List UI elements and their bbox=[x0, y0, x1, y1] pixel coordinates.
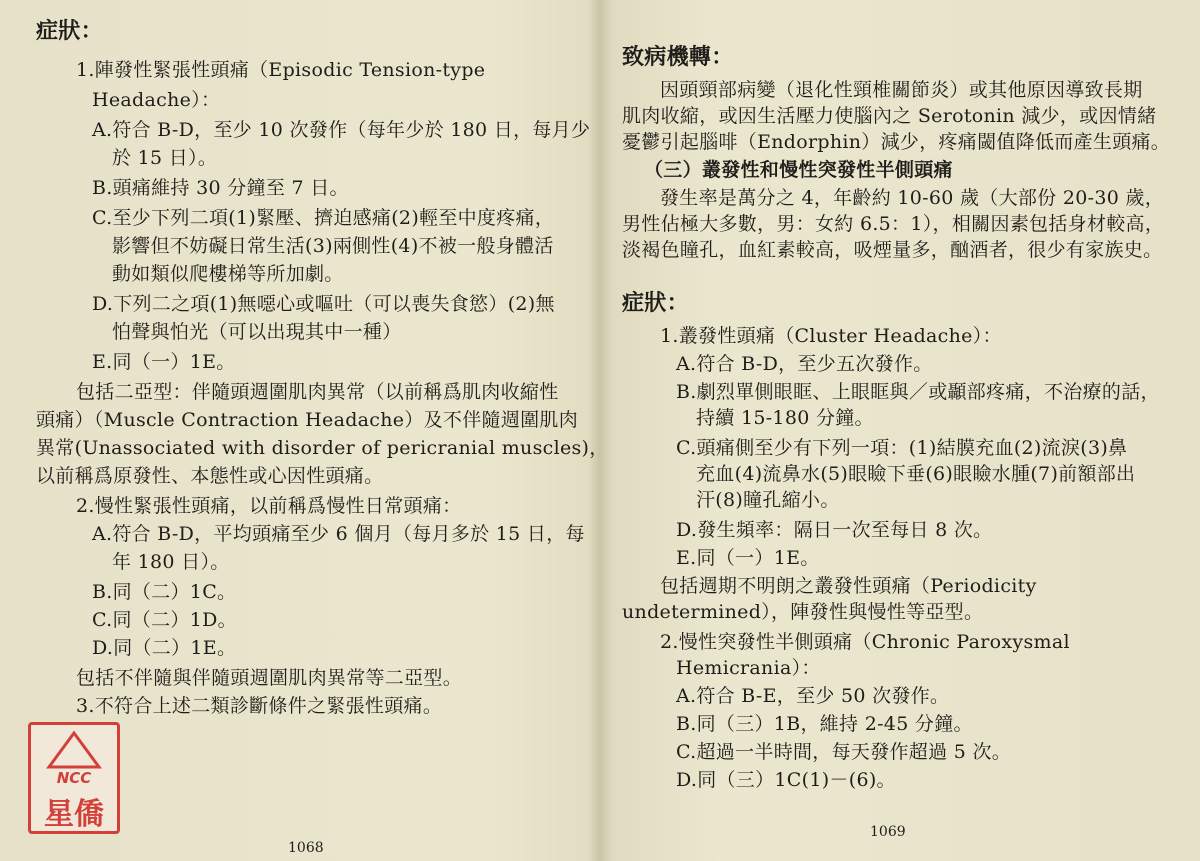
text-line: 怕聲與怕光（可以出現其中一種） bbox=[112, 321, 402, 343]
page-number: 1069 bbox=[870, 824, 906, 840]
text-line: 憂鬱引起腦啡（Endorphin）減少，疼痛閾值降低而產生頭痛。 bbox=[622, 131, 1171, 153]
text-line: Headache）： bbox=[92, 89, 221, 111]
text-line: 男性佔極大多數，男：女約 6.5：1），相關因素包括身材較高， bbox=[622, 213, 1165, 235]
text-line: B.同（三）1B，維持 2-45 分鐘。 bbox=[676, 713, 973, 735]
section-heading-symptoms: 症狀： bbox=[622, 291, 689, 316]
text-line: 以前稱爲原發性、本態性或心因性頭痛。 bbox=[36, 465, 384, 487]
seal-ncc-text: NCC bbox=[56, 769, 92, 787]
text-line: 年 180 日）。 bbox=[112, 551, 230, 573]
text-line: 持續 15-180 分鐘。 bbox=[696, 407, 874, 429]
text-line: 3.不符合上述二類診斷條件之緊張性頭痛。 bbox=[76, 695, 443, 717]
text-line: 動如類似爬樓梯等所加劇。 bbox=[112, 263, 344, 285]
text-line: 包括週期不明朗之叢發性頭痛（Periodicity bbox=[660, 575, 1037, 597]
text-line: B.頭痛維持 30 分鐘至 7 日。 bbox=[92, 177, 349, 199]
text-line: undetermined），陣發性與慢性等亞型。 bbox=[622, 601, 984, 623]
text-line: 因頭頸部病變（退化性頸椎關節炎）或其他原因導致長期 bbox=[660, 79, 1143, 101]
text-line: A.符合 B-D，平均頭痛至少 6 個月（每月多於 15 日，每 bbox=[92, 523, 585, 545]
text-line: 充血(4)流鼻水(5)眼瞼下垂(6)眼瞼水腫(7)前額部出 bbox=[696, 463, 1136, 485]
text-line: 淡褐色瞳孔，血紅素較高，吸煙量多，酗酒者，很少有家族史。 bbox=[622, 239, 1163, 261]
text-line: E.同（一）1E。 bbox=[92, 351, 236, 373]
text-line: 汗(8)瞳孔縮小。 bbox=[696, 489, 840, 511]
text-line: D.下列二之項(1)無噁心或嘔吐（可以喪失食慾）(2)無 bbox=[92, 293, 555, 315]
text-line: 影響但不妨礙日常生活(3)兩側性(4)不被一般身體活 bbox=[112, 235, 554, 257]
text-line: 發生率是萬分之 4，年齡約 10-60 歲（大部份 20-30 歲， bbox=[660, 187, 1165, 209]
seal-name-text: 星僑 bbox=[44, 797, 104, 832]
text-line: 2.慢性緊張性頭痛，以前稱爲慢性日常頭痛： bbox=[76, 495, 462, 517]
text-line: E.同（一）1E。 bbox=[676, 547, 820, 569]
text-line: Hemicrania）： bbox=[676, 657, 821, 679]
text-line: C.同（二）1D。 bbox=[92, 609, 237, 631]
text-line: C.超過一半時間，每天發作超過 5 次。 bbox=[676, 741, 1012, 763]
text-line: D.同（二）1E。 bbox=[92, 637, 237, 659]
text-line: 於 15 日）。 bbox=[112, 147, 218, 169]
text-line: B.同（二）1C。 bbox=[92, 581, 237, 603]
text-line: 1.陣發性緊張性頭痛（Episodic Tension-type bbox=[76, 59, 486, 81]
right-page bbox=[600, 0, 1200, 861]
text-line: 包括不伴隨與伴隨頭週圍肌肉異常等二亞型。 bbox=[76, 667, 463, 689]
text-line: B.劇烈單側眼眶、上眼眶與／或顳部疼痛，不治療的話， bbox=[676, 381, 1160, 403]
text-line: C.頭痛側至少有下列一項：(1)結膜充血(2)流淚(3)鼻 bbox=[676, 437, 1128, 459]
text-line: 異常(Unassociated with disorder of pericranial muscles)， bbox=[36, 437, 609, 459]
section-heading-pathogenesis: 致病機轉： bbox=[622, 45, 734, 70]
text-line: C.至少下列二項(1)緊壓、擠迫感痛(2)輕至中度疼痛， bbox=[92, 207, 555, 229]
section-heading-symptoms: 症狀： bbox=[36, 19, 103, 44]
text-line: A.符合 B-D，至少 10 次發作（每年少於 180 日，每月少 bbox=[92, 119, 591, 141]
text-line: 包括二亞型：伴隨頭週圍肌肉異常（以前稱爲肌肉收縮性 bbox=[76, 381, 559, 403]
text-line: 頭痛）（Muscle Contraction Headache）及不伴隨週圍肌肉 bbox=[36, 409, 579, 431]
text-line: A.符合 B-E，至少 50 次發作。 bbox=[676, 685, 950, 707]
text-line: D.發生頻率：隔日一次至每日 8 次。 bbox=[676, 519, 993, 541]
text-line: D.同（三）1C(1)－(6)。 bbox=[676, 769, 896, 791]
text-line: 2.慢性突發性半側頭痛（Chronic Paroxysmal bbox=[660, 631, 1070, 653]
text-line: 肌肉收縮，或因生活壓力使腦內之 Serotonin 減少，或因情緒 bbox=[622, 105, 1157, 127]
subsection-heading: （三）叢發性和慢性突發性半側頭痛 bbox=[644, 159, 953, 181]
text-line: A.符合 B-D，至少五次發作。 bbox=[676, 353, 933, 375]
text-line: 1.叢發性頭痛（Cluster Headache）： bbox=[660, 325, 1002, 347]
page-number: 1068 bbox=[288, 840, 324, 856]
publisher-seal bbox=[28, 722, 120, 834]
